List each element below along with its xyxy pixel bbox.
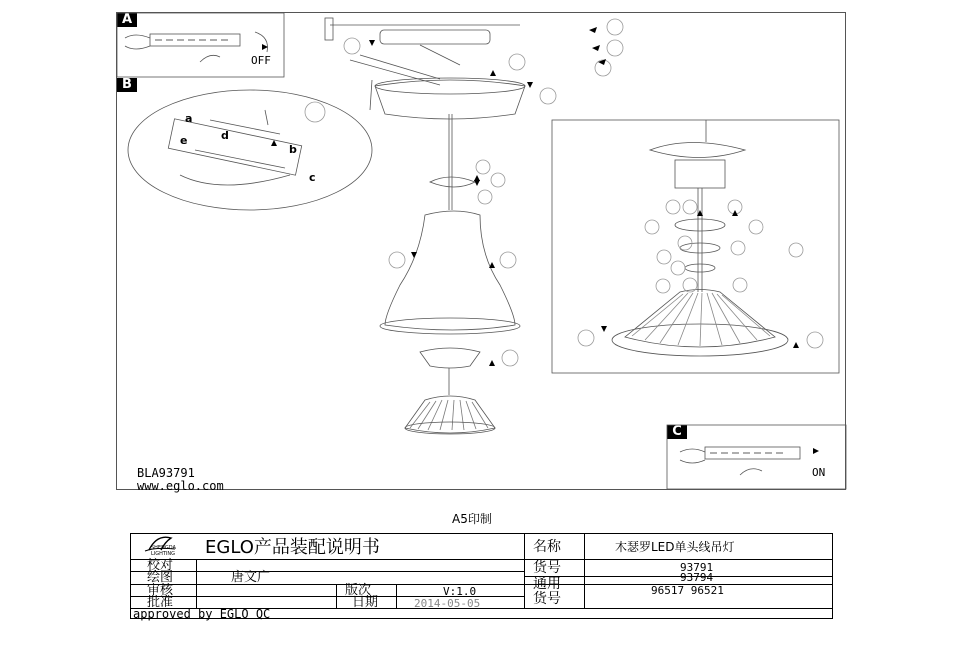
part-letter-a: a	[185, 112, 193, 125]
part-letter-c: c	[309, 171, 316, 184]
part-letter-e: e	[180, 134, 188, 147]
model-code-block	[137, 467, 224, 493]
version-value: V:1.0	[443, 585, 477, 598]
general-label: 通用	[533, 576, 561, 592]
approve-label: 批准	[147, 595, 174, 610]
check-label: 校对	[147, 558, 174, 573]
draw-label: 绘图	[147, 570, 174, 585]
date-value: 2014-05-05	[414, 597, 481, 610]
item-value: 93791	[680, 561, 714, 574]
title-block	[130, 533, 833, 619]
item-label: 货号	[533, 560, 561, 576]
general-value-1: 93794	[680, 571, 714, 584]
logo	[139, 536, 189, 558]
logo-subtext-1: SHENGDA	[151, 545, 176, 551]
logo-subtext-2: LIGHTING	[151, 551, 176, 557]
part-letter-b: b	[289, 143, 297, 156]
general-label-2: 货号	[533, 591, 561, 607]
general-value-2: 96517 96521	[651, 584, 724, 597]
date-label: 日期	[352, 595, 379, 610]
company-title: EGLO产品装配说明书	[205, 537, 380, 558]
approved-by: approved by EGLO QC	[133, 607, 271, 621]
review-label: 审核	[147, 583, 174, 598]
section-c-label: C	[667, 425, 687, 439]
website: www.eglo.com	[137, 479, 224, 493]
on-label: ON	[812, 466, 826, 479]
name-value: 木瑟罗LED单头线吊灯	[615, 540, 735, 554]
model-code: BLA93791	[137, 466, 195, 480]
drawer-name: 唐文广	[231, 570, 271, 585]
version-label: 版次	[345, 583, 372, 598]
part-letter-d: d	[221, 129, 229, 142]
print-note: A5印制	[452, 512, 492, 526]
section-b-label: B	[117, 78, 137, 92]
off-label: OFF	[251, 54, 271, 67]
name-label: 名称	[533, 539, 561, 555]
section-a-label: A	[117, 13, 137, 27]
